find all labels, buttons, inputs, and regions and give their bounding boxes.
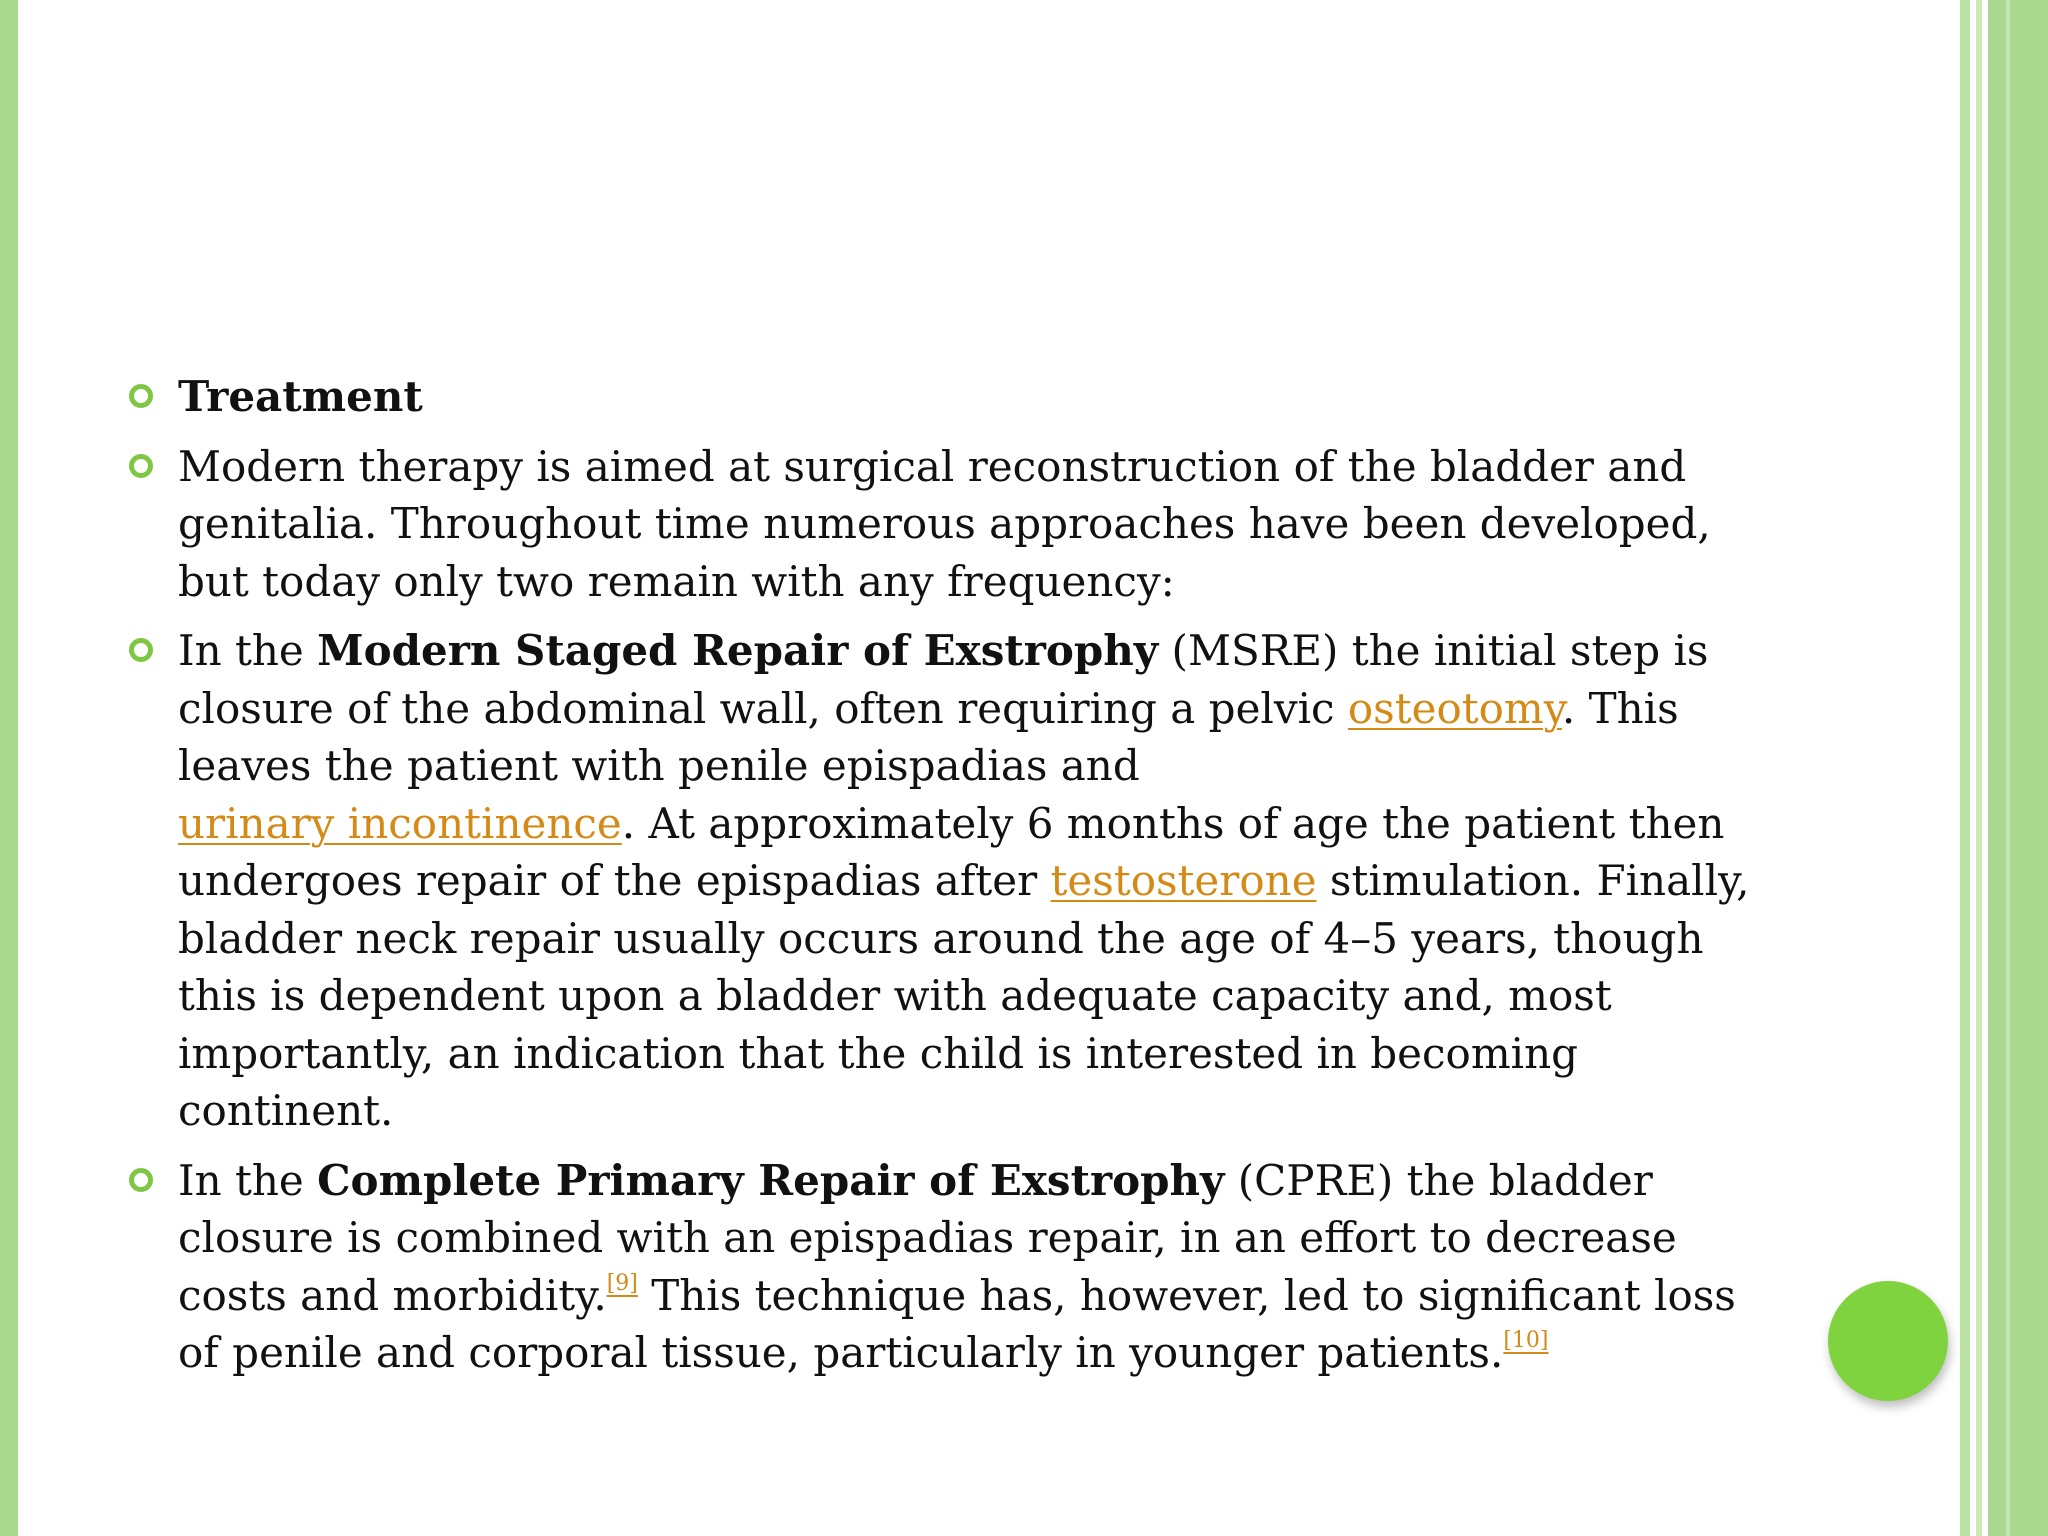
bullet-item-modern-therapy [120, 438, 1760, 611]
bullet-item-treatment [120, 368, 1760, 426]
text-segment: (CPRE) the bladder closure is combined with an epispadias repair, in an effort to decrease costs and morbidity. [178, 1155, 1677, 1320]
urinary-incontinence-link[interactable]: urinary incontinence [178, 798, 622, 848]
left-border [0, 0, 18, 1536]
osteotomy-link[interactable]: osteotomy [1347, 683, 1562, 733]
testosterone-link[interactable]: testosterone [1050, 856, 1317, 905]
msre-bold-term: Modern Staged Repair of Exstrophy [317, 626, 1159, 675]
treatment-heading: Treatment [178, 372, 423, 421]
bullet-text: Modern therapy is aimed at surgical reconstruction of the bladder and genitalia. Throughout time numerous approaches have been developed, but today only two remain with any frequency: [178, 441, 1711, 606]
bullet-item-msre [120, 622, 1760, 1140]
bullet-icon [129, 638, 153, 662]
bullet-icon [129, 1168, 153, 1192]
right-border-stripe [2006, 0, 2010, 1536]
text-segment: This technique has, however, led to significant loss of penile and corporal tissue, particularly in younger patients. [178, 1270, 1736, 1377]
bullet-item-cpre [120, 1152, 1760, 1382]
green-circle-decoration [1828, 1281, 1948, 1401]
right-border-stripe [1960, 0, 1970, 1536]
reference-9-link[interactable]: [9] [606, 1270, 638, 1296]
text-segment: In the [178, 1155, 318, 1205]
slide-body [120, 368, 1760, 1394]
text-segment: stimulation. Finally, bladder neck repair usually occurs around the age of 4–5 years, though this is dependent upon a bladder with adequate capacity and, most importantly, an indication that the child is interested in becoming continent. [178, 856, 1750, 1135]
text-segment: In the [178, 626, 318, 675]
text-segment: . This leaves the patient with penile epispadias and [178, 683, 1679, 790]
bullet-icon [129, 454, 153, 478]
reference-10-link[interactable]: [10] [1503, 1328, 1549, 1353]
right-border-band [1988, 0, 2048, 1536]
bullet-icon [129, 384, 153, 408]
text-segment: (MSRE) the initial step is closure of the abdominal wall, often requiring a pelvic [178, 626, 1709, 733]
cpre-bold-term: Complete Primary Repair of Exstrophy [317, 1155, 1225, 1205]
text-segment: . At approximately 6 months of age the patient then undergoes repair of the epispadias after [178, 798, 1725, 905]
right-border-stripe [1976, 0, 1982, 1536]
